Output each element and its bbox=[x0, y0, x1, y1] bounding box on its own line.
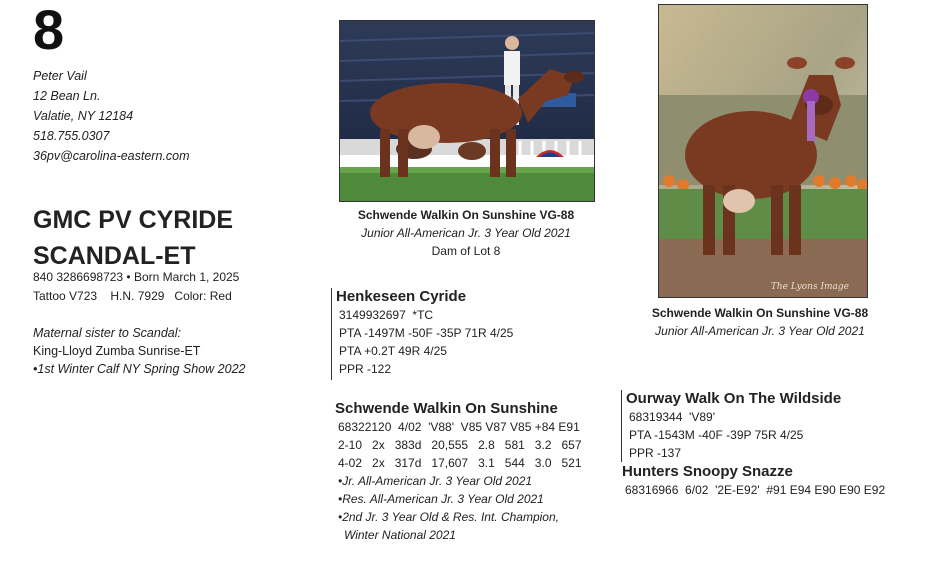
photo-watermark: The Lyons Image bbox=[770, 282, 849, 292]
dam-sire-block bbox=[621, 390, 906, 462]
consignor-name: Peter Vail bbox=[33, 69, 87, 83]
sire-line: PPR -122 bbox=[339, 362, 392, 376]
consignor-contact bbox=[33, 66, 190, 166]
sire-name: Henkeseen Cyride bbox=[336, 288, 467, 305]
lot-number: 8 bbox=[33, 0, 63, 61]
dam-line: 2-10 2x 383d 20,555 2.8 581 3.2 657 bbox=[338, 438, 582, 452]
animal-name-line1: GMC PV CYRIDE bbox=[33, 206, 234, 234]
dam-show-photo-image bbox=[340, 21, 594, 201]
dam-sire-name: Ourway Walk On The Wildside bbox=[626, 390, 842, 407]
dam-award: Winter National 2021 bbox=[344, 528, 456, 542]
consignor-phone: 518.755.0307 bbox=[33, 129, 110, 143]
granddam-line: 68316966 6/02 '2E-E92' #91 E94 E90 E90 E92 bbox=[625, 483, 886, 497]
dam-block bbox=[331, 400, 615, 542]
dam-sire-line: PPR -137 bbox=[629, 446, 682, 460]
animal-tattoo-line: Tattoo V723 H.N. 7929 Color: Red bbox=[33, 289, 232, 303]
dam-portrait-photo bbox=[658, 4, 868, 298]
maternal-award: •1st Winter Calf NY Spring Show 2022 bbox=[33, 362, 246, 376]
dam-line: 4-02 2x 317d 17,607 3.1 544 3.0 521 bbox=[338, 456, 582, 470]
animal-name bbox=[33, 202, 233, 274]
granddam-name: Hunters Snoopy Snazze bbox=[622, 463, 793, 480]
granddam-block bbox=[622, 463, 885, 499]
sire-line: PTA +0.2T 49R 4/25 bbox=[339, 344, 447, 358]
consignor-email: 36pv@carolina-eastern.com bbox=[33, 149, 190, 163]
consignor-street: 12 Bean Ln. bbox=[33, 89, 101, 103]
dam-sire-line: PTA -1543M -40F -39P 75R 4/25 bbox=[629, 428, 804, 442]
photo1-caption-note: Dam of Lot 8 bbox=[431, 244, 501, 258]
consignor-city: Valatie, NY 12184 bbox=[33, 109, 134, 123]
dam-award: •Res. All-American Jr. 3 Year Old 2021 bbox=[338, 492, 544, 506]
animal-name-line2: SCANDAL-ET bbox=[33, 242, 196, 270]
photo1-caption-title: Schwende Walkin On Sunshine VG-88 bbox=[357, 208, 575, 222]
photo2-caption-award: Junior All-American Jr. 3 Year Old 2021 bbox=[655, 324, 865, 338]
animal-id-line: 840 3286698723 • Born March 1, 2025 bbox=[33, 270, 240, 284]
dam-sire-line: 68319344 'V89' bbox=[629, 410, 715, 424]
sire-line: PTA -1497M -50F -35P 71R 4/25 bbox=[339, 326, 514, 340]
maternal-heading: Maternal sister to Scandal: bbox=[33, 326, 181, 340]
dam-show-photo-caption bbox=[330, 206, 602, 260]
dam-portrait-caption bbox=[620, 304, 900, 340]
dam-name: Schwende Walkin On Sunshine bbox=[335, 400, 558, 417]
sire-line: 3149932697 *TC bbox=[339, 308, 434, 322]
sire-block bbox=[331, 288, 606, 380]
photo2-caption-title: Schwende Walkin On Sunshine VG-88 bbox=[651, 306, 869, 320]
dam-portrait-photo-image bbox=[659, 5, 867, 297]
dam-award: •Jr. All-American Jr. 3 Year Old 2021 bbox=[338, 474, 533, 488]
maternal-sister-block bbox=[33, 324, 245, 378]
photo1-caption-award: Junior All-American Jr. 3 Year Old 2021 bbox=[361, 226, 571, 240]
animal-ids bbox=[33, 268, 239, 306]
dam-line: 68322120 4/02 'V88' V85 V87 V85 +84 E91 bbox=[338, 420, 580, 434]
maternal-name: King-Lloyd Zumba Sunrise-ET bbox=[33, 344, 201, 358]
dam-show-photo bbox=[339, 20, 595, 202]
dam-award: •2nd Jr. 3 Year Old & Res. Int. Champion, bbox=[338, 510, 559, 524]
